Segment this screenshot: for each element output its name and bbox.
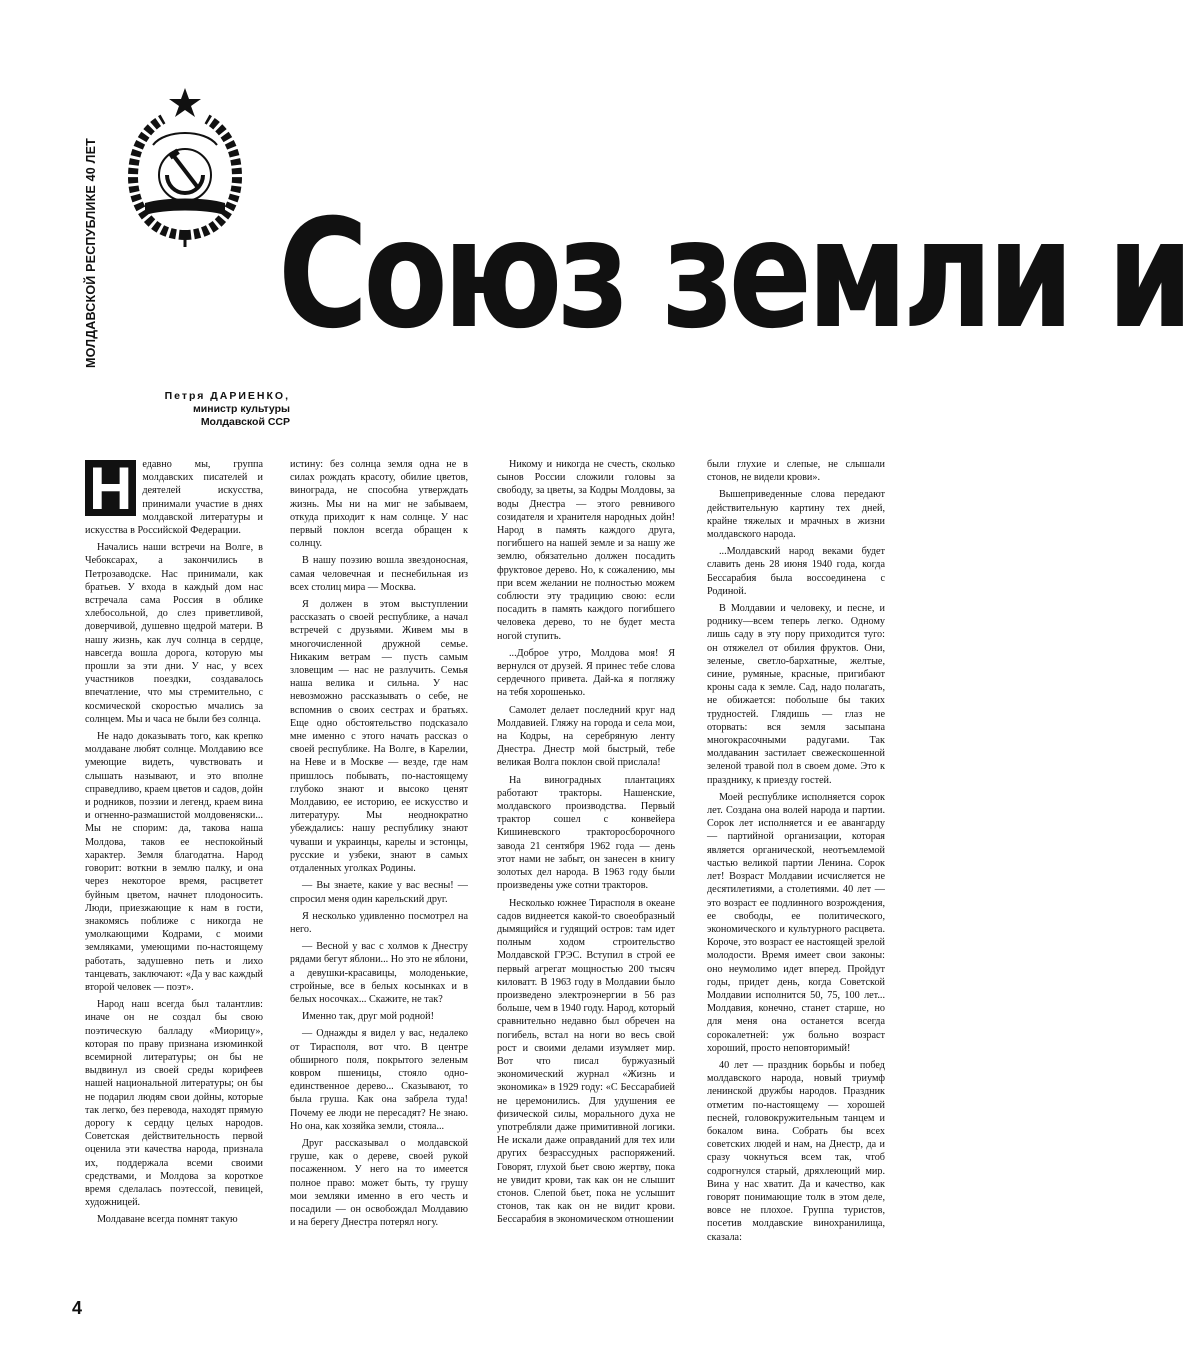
paragraph: Я должен в этом выступлении рассказать о своей республике, а начал встречей с друзьями. Живем мы в многочисленной дружной семье. Никаким ветрам — пусть самым зловещим — нас не разлучить. Семья наша велика и сильна. У нас невозможно рассказывать о себе, не вспомнив о своих сестрах и братьях. Еще одно обстоятельство подсказало мне именно с этого начать рассказ о своей республике. На Волге, в Карелии, на Неве и в Москве — везде, где нам пришлось побывать, по-настоящему глубоко знают и высоко ценят Молдавию, ее историю, ее искусство и литературу. Мы неоднократно убеждались: нашу республику знают чуваши и украинцы, карелы и эстонцы, русские и узбеки, знают в самых отдаленных уголках Родины. xyxy=(290,599,468,875)
paragraph: Молдаване всегда помнят такую xyxy=(97,1214,238,1226)
byline-position: министр культуры xyxy=(193,403,290,415)
paragraph: Начались наши встречи на Волге, в Чебоксарах, а закончились в Петрозаводске. Нас принимали, как братьев. У входа в каждый дом нас встречала сама Россия в облике хлебосольной, до слез приветливой, доверчивой, душевно щедрой матери. В нашу жизнь, как луч солнца в сердце, навсегда вошла дорога, которую мы прошли за эти дни. У нас, у всех участников поездки, создавалось впечатление, что мы стремительно, с космической скоростью мчались за солнцем. Мы и часа не были без солнца. xyxy=(85,542,263,725)
page-number: 4 xyxy=(72,1298,83,1318)
byline-organization: Молдавской ССР xyxy=(200,416,290,428)
side-label: МОЛДАВСКОЙ РЕСПУБЛИКЕ 40 ЛЕТ xyxy=(84,138,98,368)
paragraph: Несколько южнее Тирасполя в океане садов виднеется какой-то своеобразный дымящийся и гудящий остров: там идет полным ходом строительство Молдавской ГРЭС. Вступил в строй ее первый агрегат мощностью 200 тысяч киловатт. В 1963 году в Молдавии было произведено электроэнергии в 56 раз больше, чем в 1940 году. Народ, который сравнительно недавно был обречен на погибель, встал на ноги во весь свой рост и своими делами изумляет мир. Вот что писал буржуазный экономический журнал «Жизнь и экономика» в 1929 году: «С Бессарабией не церемонились. Для удушения ее физической силы, морального духа не употребляли даже примитивной логики. Не искали даже оправданий для тех или других безрассудных распоряжений. Говорят, глухой бьет свою жертву, пока не увидит крови, так как он не слышит стонов. Слепой бьет, пока не услышит стонов, так как он не видит крови. Бессарабия в экономическом отношении xyxy=(497,897,675,1226)
paragraph: Самолет делает последний круг над Молдавией. Гляжу на города и села мои, на Кодры, на серебряную ленту Днестра. Днестр мой быстрый, тебе великая Волга поклон свой прислала! xyxy=(497,704,675,769)
paragraph: Не надо доказывать того, как крепко молдаване любят солнце. Молдавию все умеющие видеть, чувствовать и слышать называют, и это вполне справедливо, краем цветов и садов, дойн и родников, поэзии и легенд, краем вина и огненно-размашистой молдовеняски... Мы не спорим: да, такова наша Молдова, таков ее неспокойный характер. Земля благодатна. Народ говорит: воткни в землю палку, и она через некоторое время, расцветет буйным цветом, начнет плодоносить. Люди, приезжающие к нам в гости, знакомясь поближе с никогда не умолкающими Кодрами, с моими земляками, умеющими по-настоящему работать, задушевно петь и лихо танцевать, заключают: «Да у вас каждый второй человек — поэт». xyxy=(85,731,263,993)
paragraph: — Вы знаете, какие у вас весны! — спросил меня один карельский друг. xyxy=(290,880,468,905)
paragraph: В Молдавии и человеку, и песне, и роднику—всем теперь легко. Одному лишь саду в эту пору приходится туго: он отяжелел от обилия фруктов. Они, зеленые, светло-бархатные, желтые, синие, румяные, красные, пригибают кроны сада к земле. Сад, надо полагать, не обижается: побольше бы таких трудностей. Глядишь — глаз не оторвать: вся земля засыпана многокрасочными радугами. Так молдаванин застилает свежескошенной зеленой травой пол в своем доме. Это к празднику, к приезду гостей. xyxy=(707,603,885,786)
paragraph: Никому и никогда не счесть, сколько сынов России сложили головы за свободу, за цветы, за Кодры Молдовы, за воды Днестра — этого ревнивого созидателя и хранителя народных дойн! Народ в память каждого друга, погибшего на нашей земле и за нашу же землю, обязательно должен посадить фруктовое дерево. Но, к сожалению, мы при всем желании не полностью можем соблюсти эту традицию свою: если посадить в память каждого погибшего человека дерево, то не будет места ногой ступить. xyxy=(497,459,675,642)
paragraph: Именно так, друг мой родной! xyxy=(302,1011,434,1023)
paragraph: Вышеприведенные слова передают действительную картину тех дней, крайне тяжелых и мрачных в жизни молдавского народа. xyxy=(707,489,885,541)
paragraph: На виноградных плантациях работают тракторы. Нашенские, молдавского производства. Первый трактор сошел с конвейера Кишиневского тракторосборочного завода 21 сентября 1962 года — день этот нами не забыт, он занесен в книгу золотых дел народа. В 1963 году были произведены уже сотни тракторов. xyxy=(497,774,675,892)
article-column-1 xyxy=(85,455,263,1231)
paragraph: ...Доброе утро, Молдова моя! Я вернулся от друзей. Я принес тебе слова сердечного привета. Дай-ка я погляжу на тебя хорошенько. xyxy=(497,647,675,699)
paragraph: были глухие и слепые, не слышали стонов, не видели крови». xyxy=(707,459,885,484)
paragraph: В нашу поэзию вошла звездоносная, самая человечная и песнебильная из всех столиц мира — Москва. xyxy=(290,555,468,593)
headline: Союз земли и xyxy=(278,188,1188,362)
paragraph: едавно мы, группа молдавских писателей и деятелей искусства, принимали участие в днях молдавской литературы и искусства в Российской Федерации. xyxy=(85,459,263,537)
paragraph: ...Молдавский народ веками будет славить день 28 июня 1940 года, когда Бессарабия была воссоединена с Родиной. xyxy=(707,546,885,597)
state-emblem-icon xyxy=(115,85,255,250)
paragraph: Народ наш всегда был талантлив: иначе он не создал бы свою поэтическую балладу «Миорицу», которая по праву признана изюминкой всемирной литературы; он бы не выдвинул из своей среды корифеев нашей национальной литературы; он бы не подарил людям свои дойны, которые так легко, без перевода, находят прямую дорогу к сердцу целых народов. Советская действительность первой оценила эти качества народа, признала их, поддержала всеми своими средствами, и Молдова за короткое время сделалась поэтессой, певицей, художницей. xyxy=(85,999,263,1209)
star-icon xyxy=(169,88,201,117)
paragraph: Моей республике исполняется сорок лет. Создана она волей народа и партии. Сорок лет исполняется и ее авангарду — партийной организации, которая является органической, неотъемлемой частью великой партии Ленина. Сорок лет! Возраст Молдавии исчисляется не десятилетиями, а столетиями. 40 лет — это возраст ее подлинного возрождения, ее свободы, ее политического, экономического и культурного расцвета. Короче, это возраст ее настоящей зрелой молодости. Время имеет свои законы: оно неумолимо идет вперед. Пройдут годы, придет день, когда Советской Молдавии исполнится 50, 75, 100 лет... Молдавия, конечно, станет старше, но для меня она останется всегда сорокалетней: уж больно возраст хороший, просто неповторимый! xyxy=(707,791,885,1054)
byline xyxy=(110,390,290,429)
article-column-3 xyxy=(497,458,675,1231)
paragraph: истину: без солнца земля одна не в силах рождать красоту, обилие цветов, винограда, не способна утверждать жизнь. Мы ни на миг не забываем, откуда приходит к нам солнце. У нас первый поклон всегда обращен к солнцу. xyxy=(290,459,468,550)
paragraph: Друг рассказывал о молдавской груше, как о дереве, своей рукой посаженном. У него на то имеется полное право: может быть, ту грушу мои земляки именно в его честь и посадили — он освобождал Молдавию и на берегу Днестра потерял ногу. xyxy=(290,1137,468,1229)
byline-name: Петря ДАРИЕНКО, xyxy=(164,390,290,402)
article-column-4 xyxy=(707,458,885,1248)
paragraph: Я несколько удивленно посмотрел на него. xyxy=(290,910,468,935)
paragraph: — Весной у вас с холмов к Днестру рядами бегут яблони... Но это не яблони, а девушки-красавицы, молоденькие, стройные, все в белых косынках и в белых носочках... Скажите, не так? xyxy=(290,941,468,1005)
article-column-2 xyxy=(290,458,468,1233)
paragraph: 40 лет — праздник борьбы и побед молдавского народа, новый триумф ленинской дружбы народов. Праздник отметим по-настоящему — хорошей песней, головокружительным танцем и бокалом вина. Собрать бы всех советских людей и нам, на Днестр, да и сразу чокнуться всем так, чтоб содрогнулся старый, дряхлеющий мир. Вина у нас хватит. Да и качество, как говорят понимающие толк в этом деле, вовсе не плохое. Группа туристов, посетив молдавские винохранилища, сказала: xyxy=(707,1059,885,1243)
paragraph: — Однажды я видел у вас, недалеко от Тирасполя, вот что. В центре обширного поля, покрытого зеленым ковром пшеницы, стояло одно-единственное дерево... Сказывают, то была груша. Как она забрела туда! Почему ее люди не пересадят? Не знаю. Но она, как хозяйка земли, стояла... xyxy=(290,1028,468,1132)
drop-cap: Н xyxy=(85,460,136,516)
